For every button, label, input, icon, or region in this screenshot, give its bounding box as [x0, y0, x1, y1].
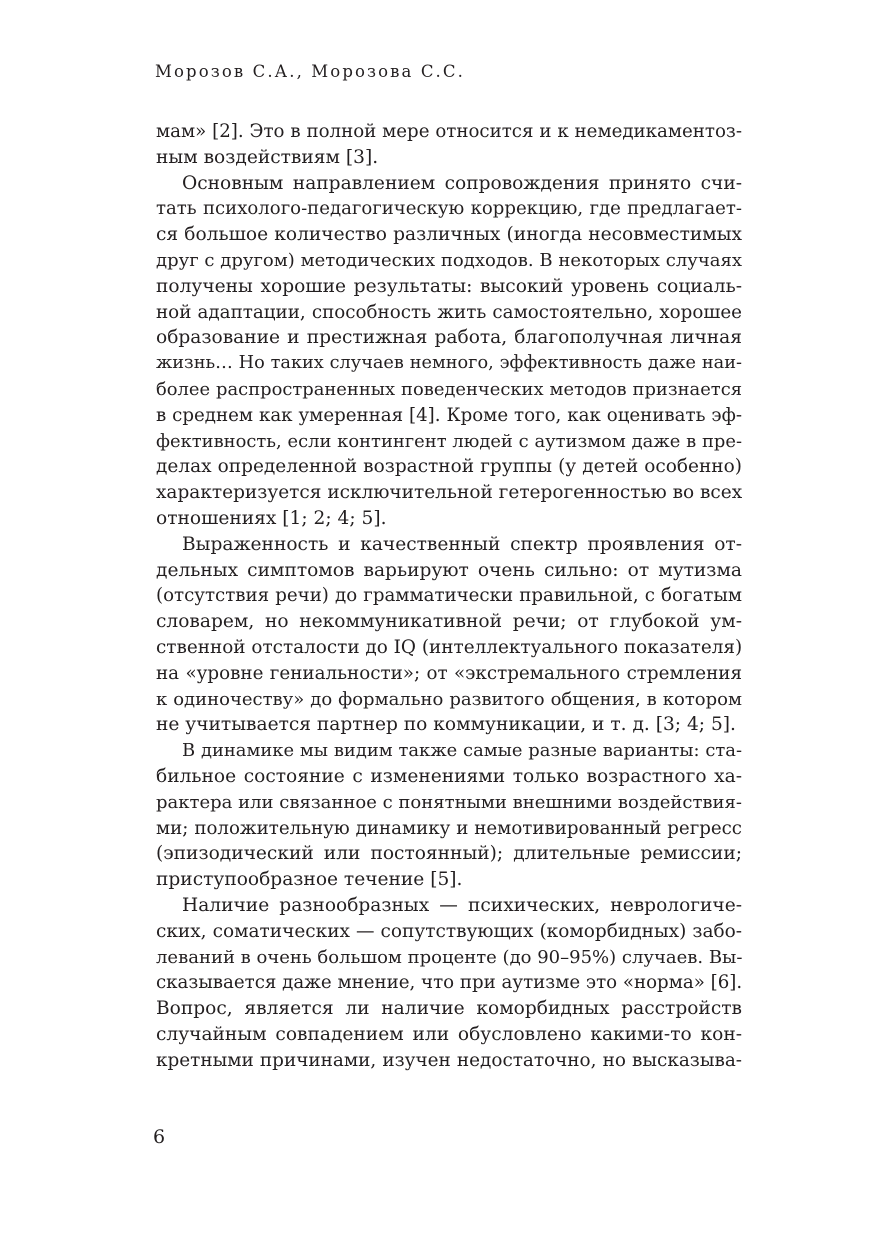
text-line: не учитывается партнер по коммуникации, и т. д. [3; 4; 5].: [156, 714, 736, 736]
text-line: к одиночеству» до формально развитого общения, в котором: [156, 688, 742, 710]
text-line: случайным совпадением или обусловлено какими-то кон-: [156, 1023, 742, 1045]
text-line: в среднем как умеренная [4]. Кроме того, как оценивать эф-: [156, 404, 742, 426]
body-text: [156, 119, 742, 1073]
text-line: (эпизодический или постоянный); длительные ремиссии;: [156, 843, 742, 865]
text-line: фективность, если контингент людей с аутизмом даже в пре-: [156, 430, 742, 452]
text-line: на «уровне гениальности»; от «экстремального стремления: [156, 662, 742, 684]
text-line: ся большое количество различных (иногда несовместимых: [156, 224, 742, 246]
page-number: 6: [153, 1126, 166, 1148]
paragraph-first-line: В динамике мы видим также самые разные варианты: ста-: [182, 740, 742, 762]
text-line: кретными причинами, изучен недостаточно, но высказыва-: [156, 1049, 742, 1071]
text-line: Вопрос, является ли наличие коморбидных расстройств: [156, 998, 742, 1020]
text-line: ских, соматических — сопутствующих (коморбидных) забо-: [156, 920, 742, 942]
paragraph-first-line: Наличие разнообразных — психических, неврологиче-: [182, 894, 742, 916]
text-line: получены хорошие результаты: высокий уровень социаль-: [156, 275, 742, 297]
text-line: приступообразное течение [5].: [156, 869, 463, 891]
text-line: леваний в очень большом проценте (до 90–95%) случаев. Вы-: [156, 946, 743, 968]
text-line: бильное состояние с изменениями только возрастного ха-: [156, 765, 742, 787]
text-line: более распространенных поведенческих методов признается: [156, 378, 742, 400]
text-line: словарем, но некоммуникативной речи; от глубокой ум-: [156, 611, 742, 633]
text-line: делах определенной возрастной группы (у детей особенно): [156, 456, 742, 478]
text-line: отношениях [1; 2; 4; 5].: [156, 507, 387, 529]
paragraph-first-line: Выраженность и качественный спектр проявления от-: [182, 533, 742, 555]
text-line: жизнь… Но таких случаев немного, эффективность даже наи-: [156, 353, 742, 374]
text-line: дельных симптомов варьируют очень сильно: от мутизма: [156, 559, 742, 581]
text-line: мам» [2]. Это в полной мере относится и к немедикаментоз-: [156, 121, 742, 142]
text-line: (отсутствия речи) до грамматически правильной, с богатым: [156, 585, 742, 607]
running-head: Морозов С.А., Морозова С.С.: [155, 62, 465, 81]
text-line: друг с другом) методических подходов. В некоторых случаях: [156, 249, 742, 271]
text-line: тать психолого-педагогическую коррекцию, где предлагает-: [156, 198, 742, 220]
paragraph-first-line: Основным направлением сопровождения принято счи-: [182, 172, 742, 194]
text-line: ственной отсталости до IQ (интеллектуального показателя): [156, 636, 743, 658]
text-line: характеризуется исключительной гетерогенностью во всех: [156, 482, 743, 504]
text-line: ной адаптации, способность жить самостоятельно, хорошее: [156, 301, 742, 323]
text-line: ным воздействиям [3].: [156, 146, 379, 168]
text-line: рактера или связанное с понятными внешними воздействия-: [156, 791, 742, 813]
text-line: сказывается даже мнение, что при аутизме это «норма» [6].: [156, 972, 743, 994]
text-line: образование и престижная работа, благополучная личная: [156, 327, 742, 349]
text-line: ми; положительную динамику и немотивированный регресс: [156, 817, 742, 839]
